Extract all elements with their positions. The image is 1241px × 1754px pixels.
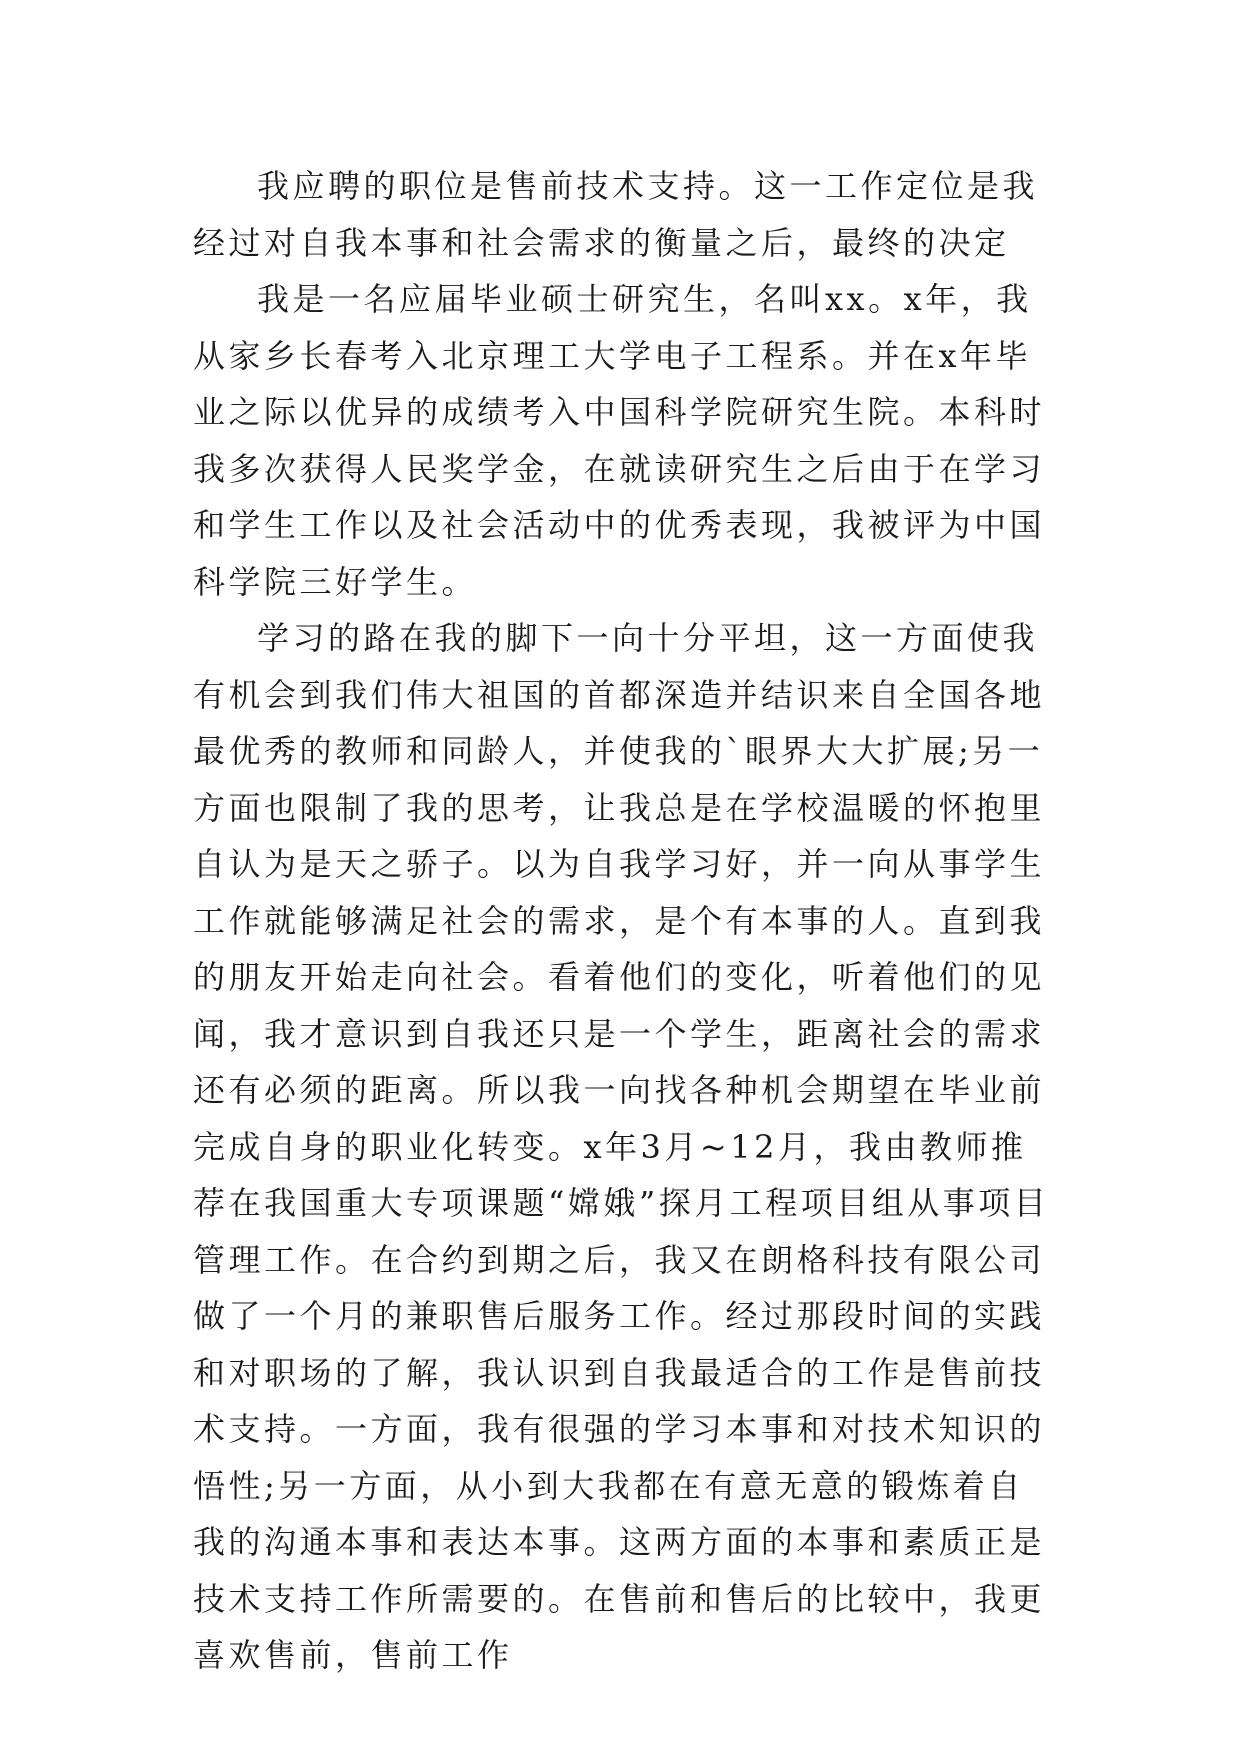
paragraph-job-position: 我应聘的职位是售前技术支持。这一工作定位是我经过对自我本事和社会需求的衡量之后，最终的决定	[193, 167, 1039, 262]
paragraph-experience: 学习的路在我的脚下一向十分平坦，这一方面使我有机会到我们伟大祖国的首都深造并结识来自全国各地最优秀的教师和同龄人，并使我的`眼界大大扩展;另一方面也限制了我的思考，让我总是在学校温暖的怀抱里自认为是天之骄子。以为自我学习好，并一向从事学生工作就能够满足社会的需求，是个有本事的人。直到我的朋友开始走向社会。看着他们的变化，听着他们的见闻，我才意识到自我还只是一个学生，距离社会的需求还有必须的距离。所以我一向找各种机会期望在毕业前完成自身的职业化转变。x年3月~12月，我由教师推荐在我国重大专项课题“嫦娥”探月工程项目组从事项目管理工作。在合约到期之后，我又在朗格科技有限公司做了一个月的兼职售后服务工作。经过那段时间的实践和对职场的了解，我认识到自我最适合的工作是售前技术支持。一方面，我有很强的学习本事和对技术知识的悟性;另一方面，从小到大我都在有意无意的锻炼着自我的沟通本事和表达本事。这两方面的本事和素质正是技术支持工作所需要的。在售前和售后的比较中，我更喜欢售前，售前工作	[193, 619, 1050, 1674]
document-body	[193, 158, 1053, 1684]
paragraph-education: 我是一名应届毕业硕士研究生，名叫xx。x年，我从家乡长春考入北京理工大学电子工程系。并在x年毕业之际以优异的成绩考入中国科学院研究生院。本科时我多次获得人民奖学金，在就读研究生之后由于在学习和学生工作以及社会活动中的优秀表现，我被评为中国科学院三好学生。	[193, 280, 1046, 601]
